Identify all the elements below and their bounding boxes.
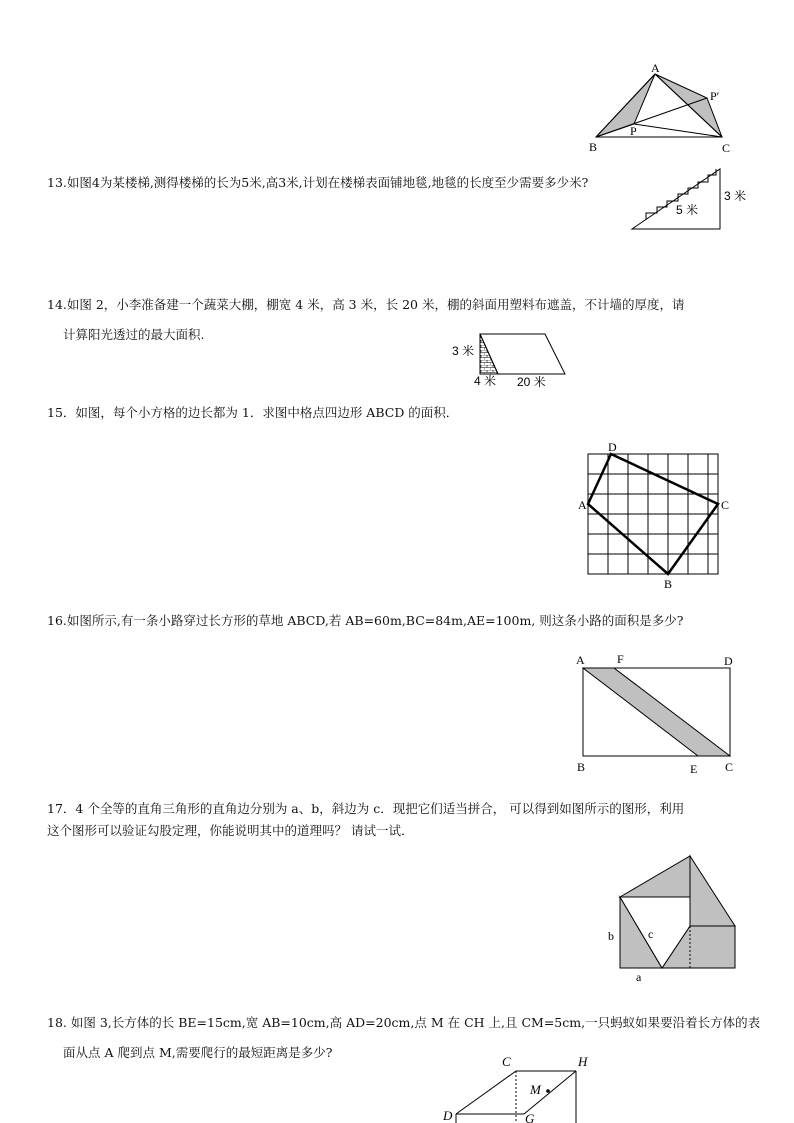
greenhouse-width-label: 4 米 — [474, 374, 497, 388]
cuboid-label-d: D — [443, 1108, 453, 1123]
label-b: B — [589, 140, 598, 154]
question-14-line1: 14.如图 2，小李准备建一个蔬菜大棚，棚宽 4 米，高 3 米，长 20 米，棚的斜面用塑料布遮盖，不计墙的厚度，请 — [47, 297, 685, 312]
cuboid-label-c: C — [502, 1054, 511, 1069]
path-label-f: F — [617, 652, 624, 666]
stairs-length-label: 5 米 — [676, 203, 699, 217]
question-16: 16.如图所示,有一条小路穿过长方形的草地 ABCD,若 AB=60m,BC=84m,AE=100m, 则这条小路的面积是多少? — [47, 613, 684, 628]
greenhouse-length-label: 20 米 — [517, 375, 546, 389]
path-label-d: D — [724, 654, 733, 668]
figure-pythagoras — [600, 850, 744, 982]
label-p-prime: P′ — [710, 89, 720, 103]
figure-cuboid — [436, 1050, 596, 1123]
question-18-line1: 18. 如图 3,长方体的长 BE=15cm,宽 AB=10cm,高 AD=20cm,点 M 在 CH 上,且 CM=5cm,一只蚂蚁如果要沿着长方体的表 — [47, 1015, 761, 1030]
grid-label-d: D — [608, 440, 617, 454]
path-label-e: E — [690, 762, 698, 776]
path-label-a: A — [576, 653, 585, 667]
grid-label-b: B — [664, 577, 673, 590]
grid-label-a: A — [578, 498, 587, 512]
cuboid-label-h: H — [578, 1054, 588, 1069]
path-label-b: B — [577, 760, 586, 774]
question-17-line2: 这个图形可以验证勾股定理，你能说明其中的道理吗？ 请试一试． — [47, 823, 414, 838]
figure-triangle-p — [584, 60, 744, 156]
path-label-c: C — [725, 760, 734, 774]
pythagoras-label-b: b — [608, 929, 614, 943]
figure-rectangle-path — [572, 650, 742, 778]
figure-grid-quadrilateral — [574, 438, 734, 590]
pythagoras-label-c: c — [648, 927, 654, 941]
grid-label-c: C — [721, 498, 730, 512]
stairs-height-label: 3 米 — [724, 189, 747, 203]
figure-stairs — [628, 166, 754, 234]
label-c: C — [722, 141, 731, 155]
greenhouse-height-label: 3 米 — [452, 344, 475, 358]
question-13: 13.如图4为某楼梯,测得楼梯的长为5米,高3米,计划在楼梯表面铺地毯,地毯的长度至少需要多少米? — [47, 175, 589, 190]
question-17-line1: 17．4 个全等的直角三角形的直角边分别为 a、b，斜边为 c．现把它们适当拼合， 可以得到如图所示的图形，利用 — [47, 801, 685, 816]
cuboid-label-m: M — [530, 1082, 541, 1097]
question-18-line2: 面从点 A 爬到点 M,需要爬行的最短距离是多少? — [63, 1045, 333, 1060]
label-p: P — [630, 124, 637, 138]
label-a: A — [651, 61, 660, 75]
question-15: 15．如图，每个小方格的边长都为 1．求图中格点四边形 ABCD 的面积． — [47, 405, 459, 420]
pythagoras-label-a: a — [636, 970, 642, 982]
cuboid-label-g: G — [525, 1111, 535, 1123]
figure-greenhouse — [448, 330, 578, 392]
question-14-line2: 计算阳光透过的最大面积. — [63, 327, 205, 342]
